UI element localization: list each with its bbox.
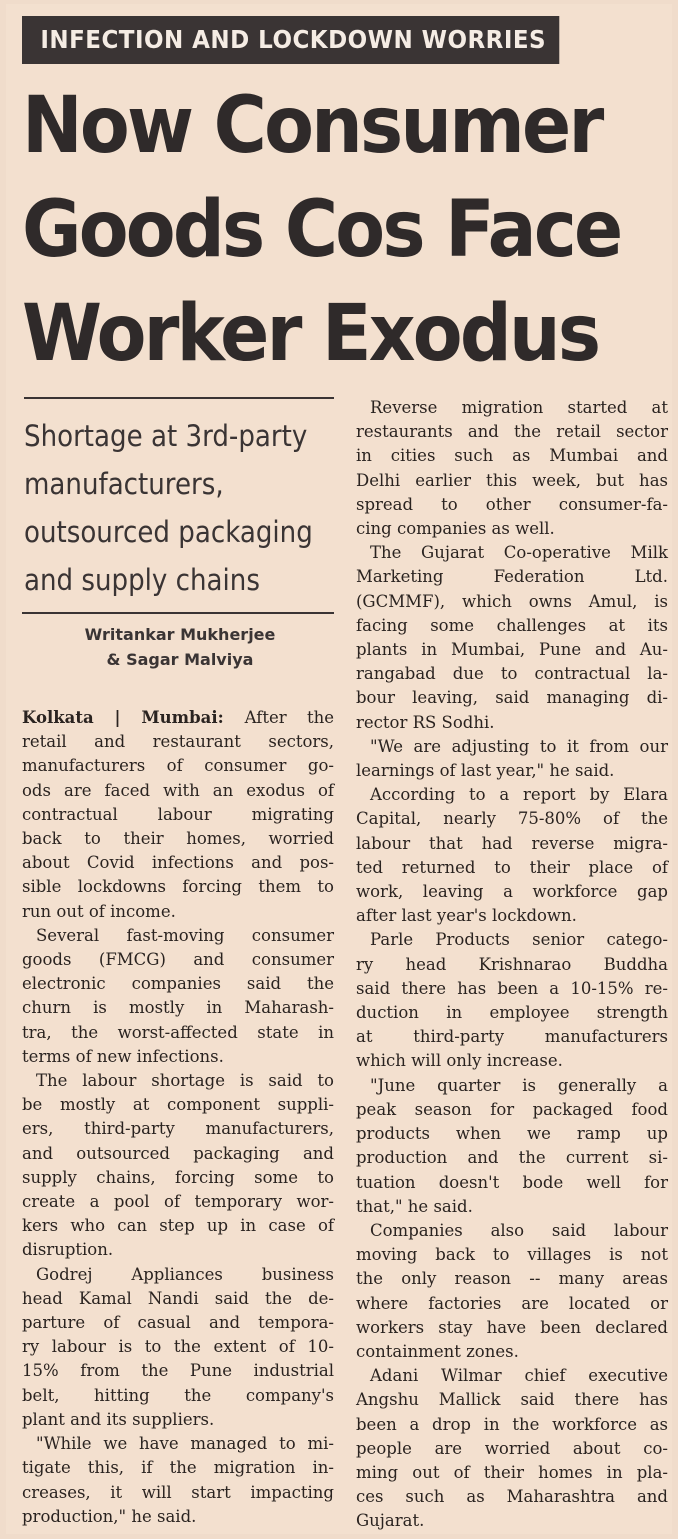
article-line: back to their homes, worried (22, 829, 334, 849)
article-line: ods are faced with an exodus of (22, 780, 334, 800)
deck-line: outsourced packaging (24, 515, 313, 549)
article-line: "While we have managed to mi- (36, 1434, 334, 1454)
article-line: rangabad due to contractual la- (356, 664, 668, 684)
article-line: ming out of their homes in pla- (356, 1462, 668, 1482)
article-line: According to a report by Elara (370, 785, 668, 805)
article-line: supply chains, forcing some to (22, 1167, 334, 1187)
article-line: Reverse migration started at (370, 398, 668, 417)
article-text: After the (244, 708, 334, 727)
article-line: parture of casual and tempora- (22, 1313, 334, 1333)
article-line: Several fast-moving consumer (36, 925, 334, 945)
left-article-column (22, 706, 334, 1529)
article-line: head Kamal Nandi said the de- (22, 1288, 334, 1308)
article-line: plants in Mumbai, Pune and Au- (356, 640, 668, 660)
article-line: Capital, nearly 75-80% of the (356, 809, 668, 829)
headline-line: Now Consumer (22, 81, 602, 171)
article-line: products when we ramp up (356, 1124, 668, 1144)
article-line: "June quarter is generally a (370, 1075, 668, 1095)
article-line: ers, third-party manufacturers, (22, 1119, 334, 1139)
article-line: creases, it will start impacting (22, 1482, 334, 1502)
article-line: churn is mostly in Maharash- (22, 998, 334, 1018)
deck-top-rule (24, 397, 334, 399)
article-line: Companies also said labour (370, 1220, 668, 1240)
article-line: about Covid infections and pos- (22, 853, 334, 873)
article-line: where factories are located or (356, 1293, 668, 1313)
article-line: containment zones. (356, 1341, 519, 1361)
article-line: Marketing Federation Ltd. (356, 567, 668, 587)
article-line: ry labour is to the extent of 10- (22, 1337, 334, 1357)
dateline: Kolkata | Mumbai: (22, 708, 245, 727)
deck-subheadline (24, 412, 342, 604)
deck-line: Shortage at 3rd-party (24, 419, 308, 453)
article-line: electronic companies said the (22, 974, 334, 994)
byline (22, 622, 338, 672)
article-line: ry head Krishnarao Buddha (356, 954, 668, 974)
article-line: Godrej Appliances business (36, 1264, 334, 1284)
article-line: manufacturers of consumer go- (22, 756, 334, 776)
article-line: which will only increase. (356, 1051, 563, 1071)
article-line: restaurants and the retail sector (356, 422, 668, 442)
article-line: goods (FMCG) and consumer (22, 950, 334, 970)
article-line: Parle Products senior catego- (370, 930, 668, 950)
article-line: production," he said. (22, 1506, 197, 1526)
article-line: work, leaving a workforce gap (356, 882, 668, 902)
article-line: workers stay have been declared (356, 1317, 668, 1337)
article-line: moving back to villages is not (356, 1245, 668, 1265)
deck-line: and supply chains (24, 563, 260, 597)
article-line: retail and restaurant sectors, (22, 732, 334, 752)
article-line: ces such as Maharashtra and (356, 1487, 668, 1507)
article-line: belt, hitting the company's (22, 1385, 334, 1405)
article-line: be mostly at component suppli- (22, 1095, 334, 1115)
article-line: 15% from the Pune industrial (22, 1361, 334, 1381)
byline-author: Writankar Mukherjee (84, 625, 276, 644)
kicker-banner: INFECTION AND LOCKDOWN WORRIES (22, 16, 559, 64)
headline-line: Worker Exodus (22, 289, 599, 379)
article-line: after last year's lockdown. (356, 906, 577, 926)
article-line: create a pool of temporary wor- (22, 1192, 334, 1212)
article-line: Angshu Mallick said there has (356, 1390, 668, 1410)
article-line: plant and its suppliers. (22, 1409, 215, 1429)
article-line: sible lockdowns forcing them to (22, 877, 334, 897)
article-line: duction in employee strength (356, 1003, 668, 1023)
article-line: Delhi earlier this week, but has (356, 470, 668, 490)
article-line: "We are adjusting to it from our (370, 736, 668, 756)
article-line: learnings of last year," he said. (356, 761, 615, 781)
article-line: The labour shortage is said to (36, 1071, 334, 1091)
article-line (22, 706, 334, 730)
article-line: and outsourced packaging and (22, 1143, 334, 1163)
article-line: people are worried about co- (356, 1438, 668, 1458)
article-line: spread to other consumer-fa- (356, 494, 668, 514)
deck-bottom-rule (22, 612, 334, 614)
article-line: at third-party manufacturers (356, 1027, 668, 1047)
article-line: Adani Wilmar chief executive (370, 1366, 668, 1386)
article-line: run out of income. (22, 901, 176, 921)
right-article-column (356, 396, 668, 1534)
article-line: said there has been a 10-15% re- (356, 978, 668, 998)
byline-author: & Sagar Malviya (106, 650, 254, 669)
article-line: terms of new infections. (22, 1046, 224, 1066)
article-line: tra, the worst-affected state in (22, 1022, 334, 1042)
article-line: that," he said. (356, 1196, 473, 1216)
article-line: rector RS Sodhi. (356, 712, 495, 732)
article-line: (GCMMF), which owns Amul, is (356, 591, 668, 611)
article-line: production and the current si- (356, 1148, 668, 1168)
article-line: ted returned to their place of (356, 857, 668, 877)
article-line: bour leaving, said managing di- (356, 688, 668, 708)
article-line: peak season for packaged food (356, 1099, 668, 1119)
deck-line: manufacturers, (24, 467, 224, 501)
article-line: disruption. (22, 1240, 114, 1260)
article-line: contractual labour migrating (22, 804, 334, 824)
article-line: The Gujarat Co-operative Milk (370, 543, 668, 563)
article-line: the only reason -- many areas (356, 1269, 668, 1289)
article-line: kers who can step up in case of (22, 1216, 334, 1236)
article-line: in cities such as Mumbai and (356, 446, 668, 466)
article-line: labour that had reverse migra- (356, 833, 668, 853)
article-line: cing companies as well. (356, 519, 555, 539)
headline (22, 74, 662, 386)
article-line: tigate this, if the migration in- (22, 1458, 334, 1478)
article-line: facing some challenges at its (356, 615, 668, 635)
article-line: Gujarat. (356, 1511, 425, 1531)
article-line: tuation doesn't bode well for (356, 1172, 668, 1192)
headline-line: Goods Cos Face (22, 185, 621, 275)
article-line: been a drop in the workforce as (356, 1414, 668, 1434)
